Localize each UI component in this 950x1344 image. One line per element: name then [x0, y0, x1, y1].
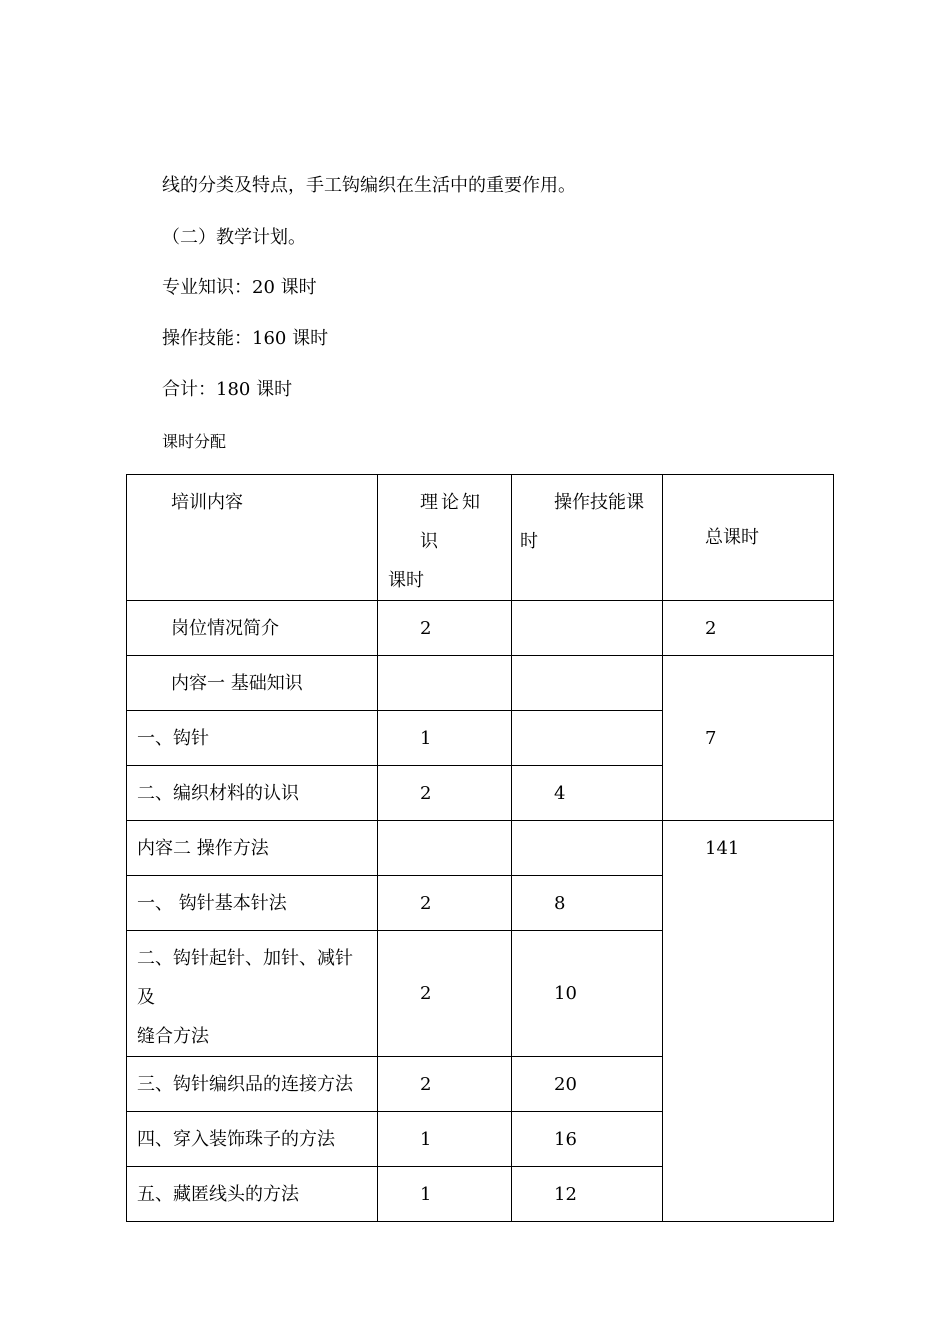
table-header-row — [127, 475, 834, 601]
paragraph-line-1: 线的分类及特点，手工钩编织在生活中的重要作用。 — [162, 175, 576, 196]
table-row: 五、藏匿线头的方法 1 12 — [127, 1167, 834, 1222]
table-row: 四、穿入装饰珠子的方法 1 16 — [127, 1112, 834, 1167]
operation-skill-hours: 操作技能：160 课时 — [162, 328, 329, 349]
table-row: 二、编织材料的认识 2 4 — [127, 766, 834, 821]
hour-allocation-caption: 课时分配 — [162, 432, 227, 451]
hour-allocation-table — [126, 474, 834, 1222]
total-hours: 合计：180 课时 — [162, 379, 293, 400]
header-skill-hours: 操作技能课 时 — [512, 475, 663, 601]
group-total-content-two: 141 — [663, 821, 834, 1222]
table-row: 岗位情况简介 2 2 — [127, 601, 834, 656]
table-row: 三、钩针编织品的连接方法 2 20 — [127, 1057, 834, 1112]
table-row: 一、 钩针基本针法 2 8 — [127, 876, 834, 931]
header-theory-hours: 理论知识 课时 — [378, 475, 512, 601]
header-content: 培训内容 — [127, 475, 378, 601]
table-row: 内容二 操作方法 141 — [127, 821, 834, 876]
table-row: 一、钩针 1 — [127, 711, 834, 766]
section-heading-teaching-plan: （二）教学计划。 — [162, 227, 306, 248]
header-total-hours: 总课时 — [663, 475, 834, 601]
table-row: 二、钩针起针、加针、减针及 缝合方法 2 10 — [127, 931, 834, 1057]
group-total-content-one: 7 — [663, 656, 834, 821]
professional-knowledge-hours: 专业知识：20 课时 — [162, 277, 317, 298]
table-row: 内容一 基础知识 7 — [127, 656, 834, 711]
